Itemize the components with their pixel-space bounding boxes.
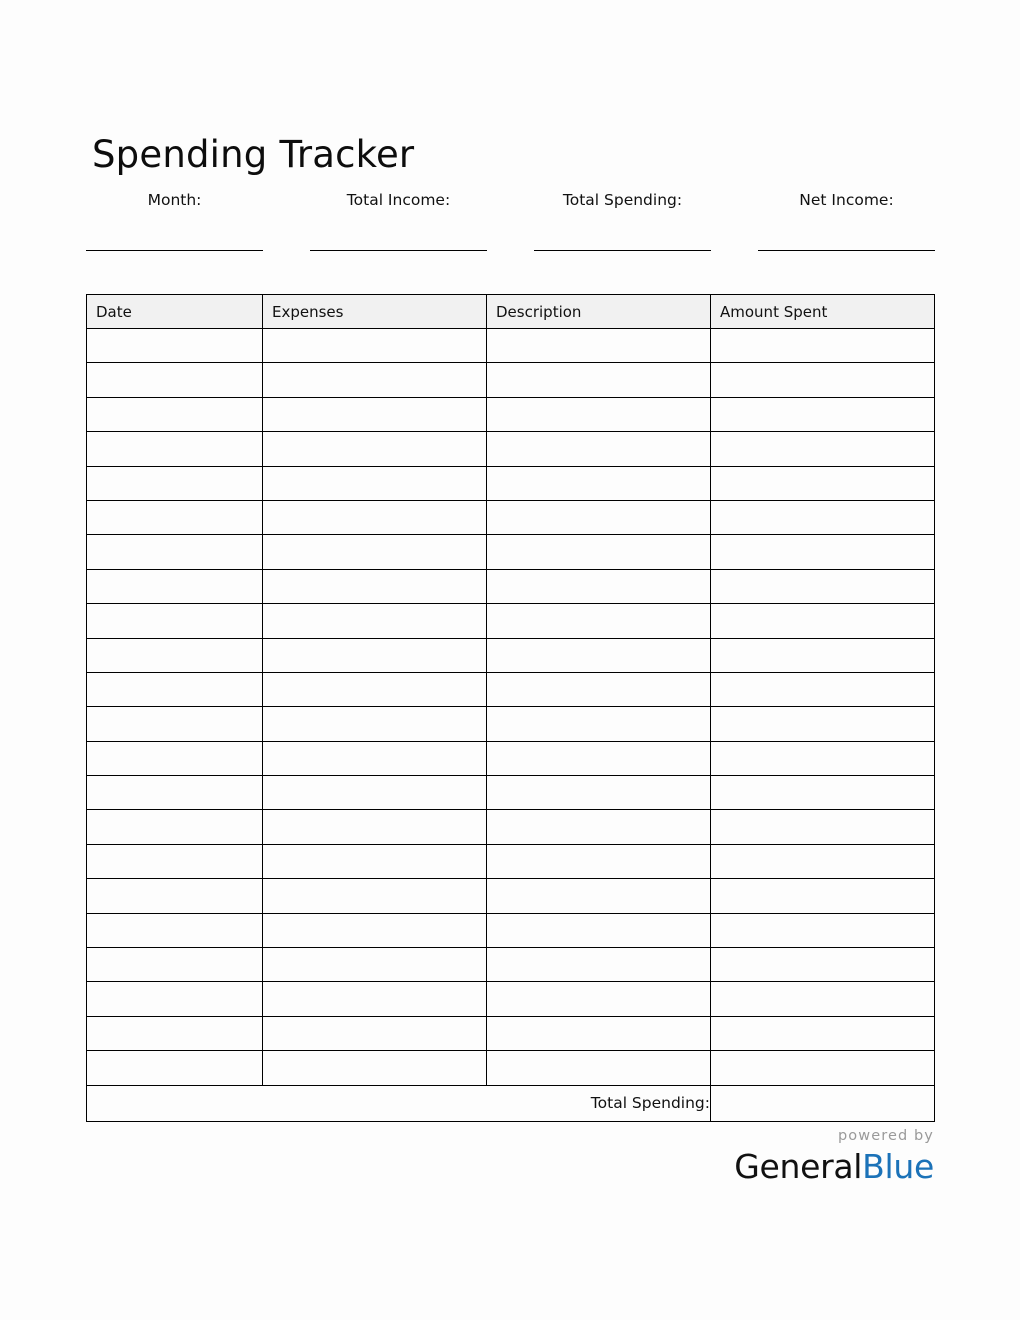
- cell-date[interactable]: [87, 741, 263, 775]
- spending-table: [86, 294, 935, 1122]
- cell-description[interactable]: [487, 363, 711, 397]
- column-header-expenses: Expenses: [263, 295, 487, 329]
- cell-description[interactable]: [487, 707, 711, 741]
- cell-description[interactable]: [487, 948, 711, 982]
- cell-date[interactable]: [87, 776, 263, 810]
- table-row: [87, 948, 935, 982]
- table-row: [87, 810, 935, 844]
- cell-expenses[interactable]: [263, 879, 487, 913]
- cell-description[interactable]: [487, 500, 711, 534]
- table-row: [87, 1051, 935, 1085]
- cell-amount-spent[interactable]: [711, 397, 935, 431]
- cell-description[interactable]: [487, 1051, 711, 1085]
- cell-expenses[interactable]: [263, 707, 487, 741]
- cell-amount-spent[interactable]: [711, 466, 935, 500]
- month-label: Month:: [147, 191, 202, 209]
- cell-date[interactable]: [87, 672, 263, 706]
- cell-date[interactable]: [87, 707, 263, 741]
- cell-amount-spent[interactable]: [711, 810, 935, 844]
- table-row: [87, 913, 935, 947]
- cell-date[interactable]: [87, 329, 263, 363]
- cell-expenses[interactable]: [263, 913, 487, 947]
- cell-description[interactable]: [487, 810, 711, 844]
- cell-expenses[interactable]: [263, 535, 487, 569]
- table-row: [87, 500, 935, 534]
- summary-field-net-income: [758, 190, 935, 251]
- cell-amount-spent[interactable]: [711, 604, 935, 638]
- cell-description[interactable]: [487, 982, 711, 1016]
- cell-amount-spent[interactable]: [711, 741, 935, 775]
- total-income-input-rule[interactable]: [310, 250, 487, 251]
- cell-expenses[interactable]: [263, 844, 487, 878]
- cell-date[interactable]: [87, 638, 263, 672]
- summary-field-total-income: [310, 190, 487, 251]
- cell-date[interactable]: [87, 844, 263, 878]
- cell-date[interactable]: [87, 500, 263, 534]
- column-header-date: Date: [87, 295, 263, 329]
- cell-description[interactable]: [487, 329, 711, 363]
- cell-date[interactable]: [87, 397, 263, 431]
- cell-description[interactable]: [487, 638, 711, 672]
- table-row: [87, 432, 935, 466]
- total-spending-footer-label: Total Spending:: [87, 1085, 711, 1121]
- cell-date[interactable]: [87, 363, 263, 397]
- net-income-input-rule[interactable]: [758, 250, 935, 251]
- month-input-rule[interactable]: [86, 250, 263, 251]
- net-income-label: Net Income:: [799, 191, 894, 209]
- cell-date[interactable]: [87, 466, 263, 500]
- cell-date[interactable]: [87, 1016, 263, 1050]
- cell-amount-spent[interactable]: [711, 1051, 935, 1085]
- total-income-label: Total Income:: [346, 191, 451, 209]
- cell-amount-spent[interactable]: [711, 1016, 935, 1050]
- table-row: [87, 1016, 935, 1050]
- cell-amount-spent[interactable]: [711, 500, 935, 534]
- brand-name-general: General: [734, 1147, 863, 1187]
- cell-description[interactable]: [487, 672, 711, 706]
- table-row: [87, 707, 935, 741]
- cell-date[interactable]: [87, 432, 263, 466]
- cell-amount-spent[interactable]: [711, 329, 935, 363]
- table-row: [87, 466, 935, 500]
- cell-date[interactable]: [87, 1051, 263, 1085]
- cell-expenses[interactable]: [263, 363, 487, 397]
- table-row: [87, 879, 935, 913]
- cell-description[interactable]: [487, 535, 711, 569]
- table-row: [87, 741, 935, 775]
- cell-amount-spent[interactable]: [711, 913, 935, 947]
- table-row: [87, 982, 935, 1016]
- cell-date[interactable]: [87, 982, 263, 1016]
- column-header-description: Description: [487, 295, 711, 329]
- cell-date[interactable]: [87, 604, 263, 638]
- cell-amount-spent[interactable]: [711, 879, 935, 913]
- total-spending-input-rule[interactable]: [534, 250, 711, 251]
- cell-expenses[interactable]: [263, 741, 487, 775]
- cell-expenses[interactable]: [263, 329, 487, 363]
- cell-amount-spent[interactable]: [711, 982, 935, 1016]
- summary-field-month: [86, 190, 263, 251]
- cell-description[interactable]: [487, 913, 711, 947]
- cell-expenses[interactable]: [263, 500, 487, 534]
- cell-description[interactable]: [487, 432, 711, 466]
- table-header-row: [87, 295, 935, 329]
- cell-description[interactable]: [487, 1016, 711, 1050]
- cell-amount-spent[interactable]: [711, 432, 935, 466]
- table-row: [87, 672, 935, 706]
- cell-date[interactable]: [87, 948, 263, 982]
- cell-expenses[interactable]: [263, 948, 487, 982]
- cell-description[interactable]: [487, 879, 711, 913]
- cell-date[interactable]: [87, 569, 263, 603]
- table-header: [87, 295, 935, 329]
- table-footer-row: [87, 1085, 935, 1121]
- table-row: [87, 776, 935, 810]
- column-header-amount-spent: Amount Spent: [711, 295, 935, 329]
- cell-date[interactable]: [87, 810, 263, 844]
- cell-description[interactable]: [487, 844, 711, 878]
- cell-description[interactable]: [487, 466, 711, 500]
- cell-amount-spent[interactable]: [711, 948, 935, 982]
- table-footer: [87, 1085, 935, 1121]
- table-row: [87, 329, 935, 363]
- cell-expenses[interactable]: [263, 569, 487, 603]
- cell-expenses[interactable]: [263, 1051, 487, 1085]
- cell-amount-spent[interactable]: [711, 535, 935, 569]
- cell-description[interactable]: [487, 397, 711, 431]
- table-row: [87, 604, 935, 638]
- cell-description[interactable]: [487, 569, 711, 603]
- cell-amount-spent[interactable]: [711, 672, 935, 706]
- table-row: [87, 397, 935, 431]
- cell-expenses[interactable]: [263, 776, 487, 810]
- cell-expenses[interactable]: [263, 1016, 487, 1050]
- powered-by-label: powered by: [837, 1128, 934, 1144]
- cell-expenses[interactable]: [263, 982, 487, 1016]
- table-row: [87, 844, 935, 878]
- cell-expenses[interactable]: [263, 432, 487, 466]
- cell-description[interactable]: [487, 776, 711, 810]
- summary-field-total-spending: [534, 190, 711, 251]
- table-body: [87, 329, 935, 1086]
- generalblue-logo: [734, 1128, 934, 1186]
- cell-amount-spent[interactable]: [711, 363, 935, 397]
- cell-expenses[interactable]: [263, 397, 487, 431]
- cell-amount-spent[interactable]: [711, 844, 935, 878]
- table-row: [87, 535, 935, 569]
- table-row: [87, 569, 935, 603]
- cell-date[interactable]: [87, 913, 263, 947]
- cell-description[interactable]: [487, 604, 711, 638]
- cell-expenses[interactable]: [263, 466, 487, 500]
- cell-expenses[interactable]: [263, 810, 487, 844]
- total-spending-label: Total Spending:: [562, 191, 683, 209]
- page-title: Spending Tracker: [92, 132, 415, 176]
- cell-amount-spent[interactable]: [711, 776, 935, 810]
- table-row: [87, 363, 935, 397]
- cell-date[interactable]: [87, 535, 263, 569]
- table-row: [87, 638, 935, 672]
- cell-expenses[interactable]: [263, 638, 487, 672]
- cell-amount-spent[interactable]: [711, 707, 935, 741]
- cell-expenses[interactable]: [263, 672, 487, 706]
- spending-table-wrapper: [86, 294, 934, 1122]
- total-spending-footer-value[interactable]: [711, 1085, 935, 1121]
- brand-name-blue: Blue: [862, 1147, 934, 1187]
- cell-amount-spent[interactable]: [711, 638, 935, 672]
- brand-name: [734, 1149, 934, 1185]
- summary-fields: [86, 190, 934, 251]
- cell-description[interactable]: [487, 741, 711, 775]
- cell-date[interactable]: [87, 879, 263, 913]
- cell-amount-spent[interactable]: [711, 569, 935, 603]
- cell-expenses[interactable]: [263, 604, 487, 638]
